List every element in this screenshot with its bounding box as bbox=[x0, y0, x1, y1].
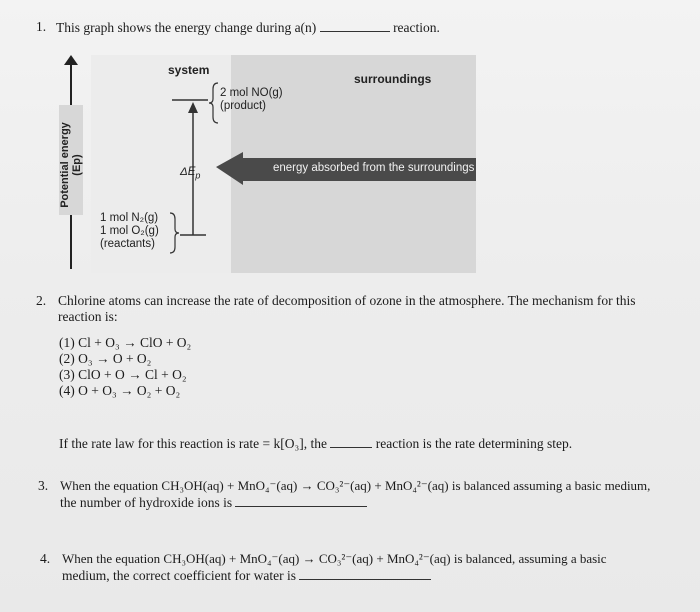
arrow-label: energy absorbed from the surroundings bbox=[273, 162, 475, 174]
q4-line-2: medium, the correct coefficient for water is bbox=[62, 568, 297, 583]
q3-number: 3. bbox=[38, 478, 49, 493]
q3-line-1: When the equation CH₃OH(aq) + MnO₄⁻(aq) → CO₃²⁻(aq) + MnO₄²⁻(aq) is balanced assuming a basic medium, bbox=[60, 478, 651, 493]
q4-answer-blank[interactable] bbox=[299, 567, 431, 580]
delta-ep-label bbox=[180, 166, 201, 181]
q2-text: Chlorine atoms can increase the rate of decomposition of ozone in the atmosphere. The mechanism for this reaction is: bbox=[58, 293, 636, 324]
product-label bbox=[220, 87, 283, 113]
q1-answer-blank[interactable] bbox=[320, 19, 390, 32]
surroundings-label: surroundings bbox=[354, 72, 432, 86]
reactant-line-3: (reactants) bbox=[100, 238, 155, 250]
rate-law-text-end: reaction is the rate determining step. bbox=[375, 436, 573, 451]
product-line-2: (product) bbox=[220, 100, 267, 112]
rate-law-text: If the rate law for this reaction is rate = k[O₃], the bbox=[59, 436, 327, 451]
product-brace bbox=[209, 83, 218, 123]
mechanism-steps bbox=[59, 335, 191, 399]
q4-number: 4. bbox=[40, 551, 51, 566]
rate-law-question bbox=[59, 435, 572, 452]
product-line-1: 2 mol NO(g) bbox=[220, 87, 283, 99]
q1-number: 1. bbox=[36, 19, 47, 34]
mechanism-step: (2) O₃ → O + O₂ bbox=[59, 351, 152, 366]
q3-line-2: the number of hydroxide ions is bbox=[60, 495, 233, 510]
mechanism-step: (3) ClO + O → Cl + O₂ bbox=[59, 367, 187, 382]
system-label: system bbox=[168, 63, 210, 77]
reactant-line-2: 1 mol O₂(g) bbox=[100, 225, 159, 237]
reactant-brace bbox=[170, 213, 179, 253]
q4-line-1: When the equation CH₃OH(aq) + MnO₄⁻(aq) → CO₃²⁻(aq) + MnO₄²⁻(aq) is balanced, assuming a basic bbox=[62, 551, 607, 566]
q2-answer-blank[interactable] bbox=[330, 435, 372, 448]
q2-number: 2. bbox=[36, 293, 47, 308]
delta-arrowhead bbox=[188, 102, 198, 113]
reactant-line-1: 1 mol N₂(g) bbox=[100, 212, 159, 224]
q3-answer-blank[interactable] bbox=[235, 494, 367, 507]
reactants-label bbox=[100, 212, 159, 251]
delta-subscript: p bbox=[195, 170, 201, 181]
delta-symbol: ΔE bbox=[180, 166, 196, 178]
energy-diagram bbox=[58, 55, 476, 273]
q1-text: This graph shows the energy change during a(n) bbox=[56, 20, 317, 35]
mechanism-step: (4) O + O₃ → O₂ + O₂ bbox=[59, 383, 181, 398]
y-axis-label: Potential energy (Ep) bbox=[59, 122, 83, 208]
q1-text-end: reaction. bbox=[393, 20, 440, 35]
mechanism-step: (1) Cl + O₃ → ClO + O₂ bbox=[59, 335, 192, 350]
